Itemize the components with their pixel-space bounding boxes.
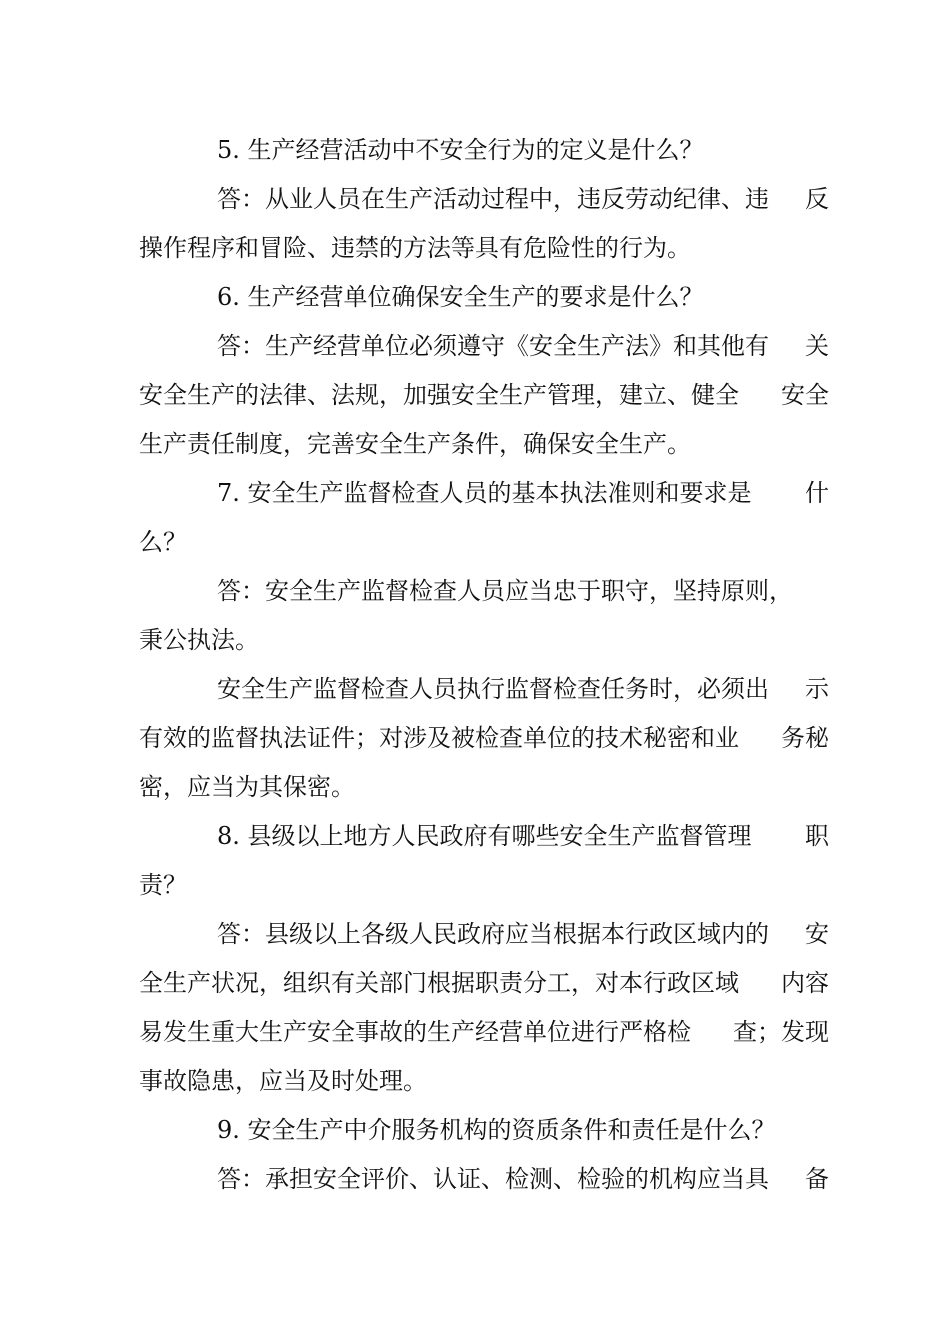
question-7-line-2: 么？ — [139, 528, 187, 556]
answer-8-line-3-text: 易发生重大生产安全事故的生产经营单位进行严格检 — [139, 1018, 691, 1046]
question-7-line-1 — [139, 469, 829, 518]
answer-8-line-2 — [139, 959, 829, 1008]
answer-8-line-1 — [139, 910, 829, 959]
answer-7-para-2-line-2-end: 务秘 — [781, 724, 829, 752]
answer-7-para-2-line-3: 密，应当为其保密。 — [139, 773, 355, 801]
answer-5-line-1-text: 答：从业人员在生产活动过程中，违反劳动纪律、违 — [217, 185, 769, 213]
answer-8-line-3-end: 查；发现 — [733, 1018, 829, 1046]
answer-6-line-1-end: 关 — [805, 332, 829, 360]
question-9: 9. 安全生产中介服务机构的资质条件和责任是什么？ — [217, 1116, 776, 1144]
question-8-line-1 — [139, 812, 829, 861]
answer-6-line-2-text: 安全生产的法律、法规，加强安全生产管理，建立、健全 — [139, 381, 739, 409]
answer-5-line-1 — [139, 175, 829, 224]
answer-7-para-2-line-2-text: 有效的监督执法证件；对涉及被检查单位的技术秘密和业 — [139, 724, 739, 752]
answer-9-line-1-text: 答：承担安全评价、认证、检测、检验的机构应当具 — [217, 1165, 769, 1193]
answer-6-line-2-end: 安全 — [781, 381, 829, 409]
question-7-line-1-text: 7. 安全生产监督检查人员的基本执法准则和要求是 — [217, 479, 752, 507]
answer-6-line-1-text: 答：生产经营单位必须遵守《安全生产法》和其他有 — [217, 332, 769, 360]
answer-8-line-1-text: 答：县级以上各级人民政府应当根据本行政区域内的 — [217, 920, 769, 948]
question-8-line-1-end: 职 — [805, 822, 829, 850]
answer-7-line-1: 答：安全生产监督检查人员应当忠于职守，坚持原则， — [217, 577, 793, 605]
answer-9-line-1-end: 备 — [805, 1165, 829, 1193]
answer-7-line-2: 秉公执法。 — [139, 626, 259, 654]
answer-5-line-2: 操作程序和冒险、违禁的方法等具有危险性的行为。 — [139, 234, 691, 262]
answer-8-line-4: 事故隐患，应当及时处理。 — [139, 1067, 427, 1095]
question-8-line-1-text: 8. 县级以上地方人民政府有哪些安全生产监督管理 — [217, 822, 752, 850]
question-5: 5. 生产经营活动中不安全行为的定义是什么？ — [217, 136, 704, 164]
answer-9-line-1 — [139, 1155, 829, 1204]
answer-5-line-1-end: 反 — [805, 185, 829, 213]
answer-6-line-3: 生产责任制度，完善安全生产条件，确保安全生产。 — [139, 430, 691, 458]
answer-7-para-2-line-1 — [139, 665, 829, 714]
question-6: 6. 生产经营单位确保安全生产的要求是什么？ — [217, 283, 704, 311]
answer-7-para-2-line-1-text: 安全生产监督检查人员执行监督检查任务时，必须出 — [217, 675, 769, 703]
answer-8-line-3 — [139, 1008, 829, 1057]
question-8-line-2: 责？ — [139, 871, 187, 899]
answer-7-para-2-line-2 — [139, 714, 829, 763]
answer-7-para-2-line-1-end: 示 — [805, 675, 829, 703]
answer-8-line-2-end: 内容 — [781, 969, 829, 997]
answer-8-line-1-end: 安 — [805, 920, 829, 948]
answer-8-line-2-text: 全生产状况，组织有关部门根据职责分工，对本行政区域 — [139, 969, 739, 997]
document-body — [139, 126, 829, 1204]
answer-6-line-2 — [139, 371, 829, 420]
answer-6-line-1 — [139, 322, 829, 371]
question-7-line-1-end: 什 — [805, 479, 829, 507]
